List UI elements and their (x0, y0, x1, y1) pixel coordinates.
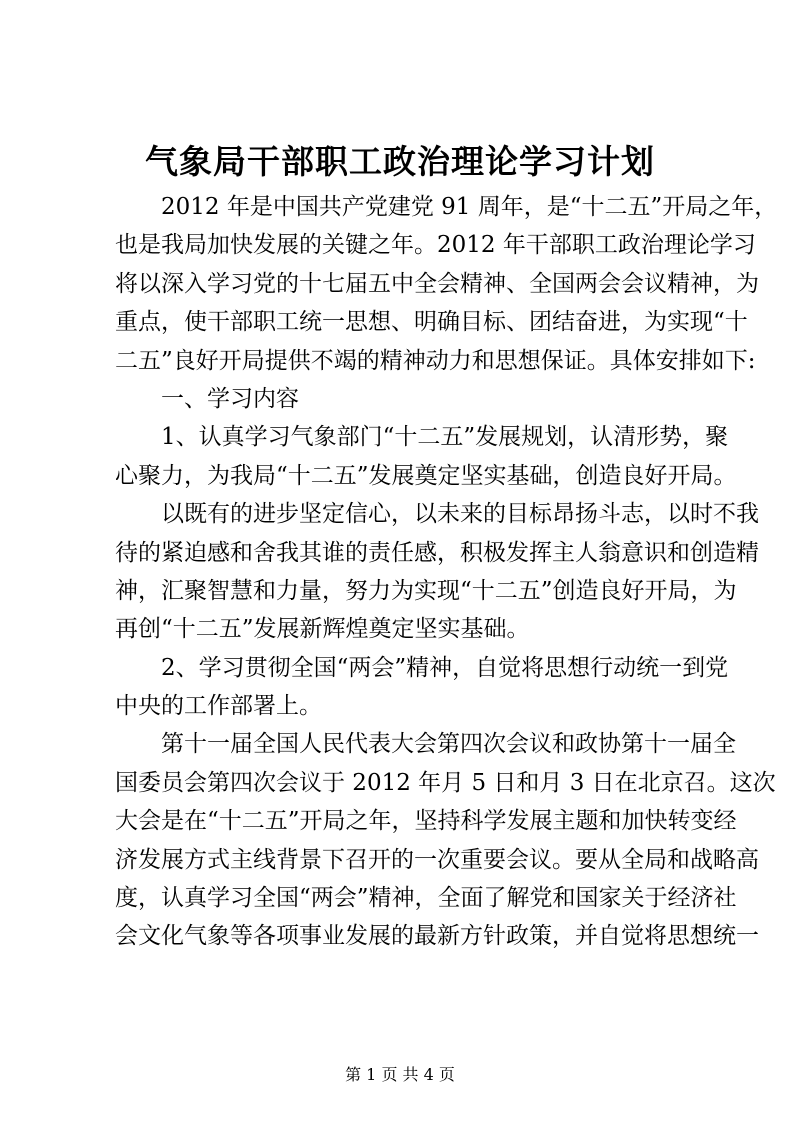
body-line: 也是我局加快发展的关键之年。2012 年干部职工政治理论学习 (115, 232, 756, 259)
document-title: 气象局干部职工政治理论学习计划 (145, 142, 655, 181)
body-line: 中央的工作部署上。 (115, 693, 322, 720)
body-line: 济发展方式主线背景下召开的一次重要会议。要从全局和战略高 (115, 846, 759, 873)
body-line: 1、认真学习气象部门“十二五”发展规划，认清形势，聚 (161, 424, 729, 451)
body-line: 重点，使干部职工统一思想、明确目标、团结奋进，为实现“十 (115, 309, 748, 336)
body-line: 第十一届全国人民代表大会第四次会议和政协第十一届全 (161, 731, 736, 758)
body-line: 再创“十二五”发展新辉煌奠定坚实基础。 (115, 616, 530, 643)
document-body (115, 188, 778, 956)
body-line: 将以深入学习党的十七届五中全会精神、全国两会会议精神，为 (115, 270, 759, 297)
body-line: 心聚力，为我局“十二五”发展奠定坚实基础，创造良好开局。 (115, 462, 737, 489)
body-line: 2、学习贯彻全国“两会”精神，自觉将思想行动统一到党 (161, 654, 729, 681)
body-line: 2012 年是中国共产党建党 91 周年，是“十二五”开局之年， (161, 194, 778, 220)
body-line: 以既有的进步坚定信心，以未来的目标昂扬斗志，以时不我 (161, 501, 759, 528)
page-footer: 第 1 页 共 4 页 (345, 1065, 455, 1084)
body-line: 待的紧迫感和舍我其谁的责任感，积极发挥主人翁意识和创造精 (115, 539, 759, 566)
body-line: 二五”良好开局提供不竭的精神动力和思想保证。具体安排如下: (115, 347, 756, 374)
body-line: 国委员会第四次会议于 2012 年月 5 日和月 3 日在北京召。这次 (115, 769, 776, 796)
body-line: 大会是在“十二五”开局之年，坚持科学发展主题和加快转变经 (115, 808, 737, 835)
body-line: 度，认真学习全国“两会”精神，全面了解党和国家关于经济社 (115, 885, 737, 912)
body-line: 会文化气象等各项事业发展的最新方针政策，并自觉将思想统一 (115, 923, 759, 950)
section-heading: 一、学习内容 (161, 385, 299, 412)
body-line: 神，汇聚智慧和力量，努力为实现“十二五”创造良好开局，为 (115, 577, 737, 604)
